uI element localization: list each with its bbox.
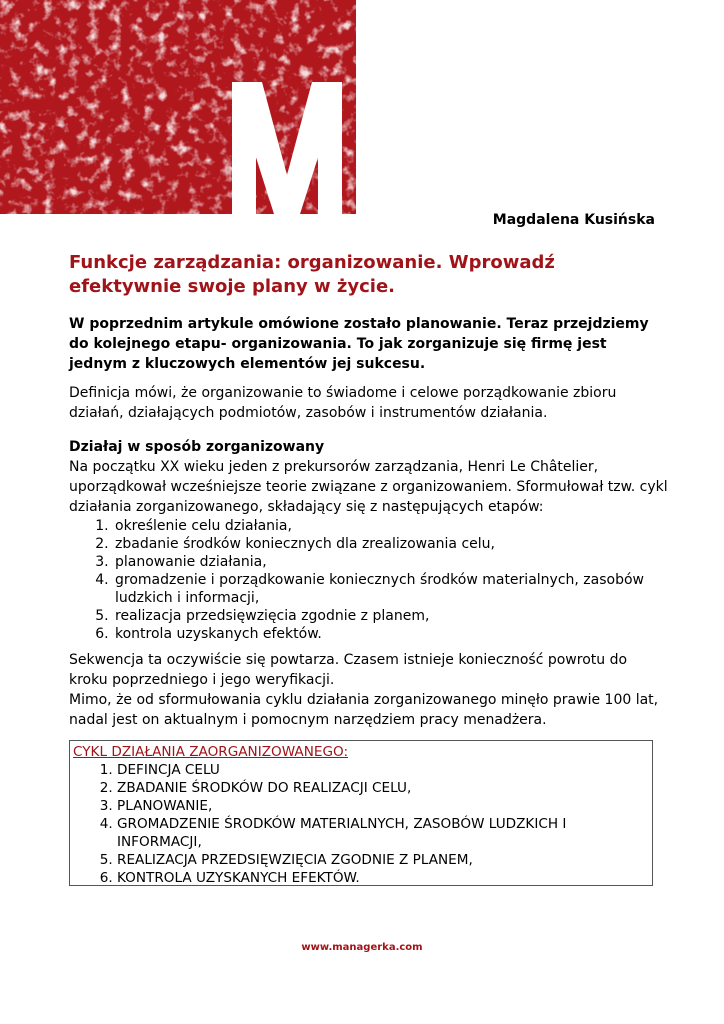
list-item: 1. DEFINCJA CELU [117,761,649,779]
sequence-text-2: Mimo, że od sformułowania cyklu działania zorganizowanego minęło prawie 100 lat, nadal jest on aktualnym i pomocnym narzędziem pracy menadżera. [69,692,659,728]
summary-box [69,740,653,886]
box-title: CYKL DZIAŁANIA ZAORGANIZOWANEGO: [73,744,349,760]
list-item: 2. ZBADANIE ŚRODKÓW DO REALIZACJI CELU, [117,779,649,797]
section-organized [69,437,669,643]
list-item: 5. REALIZACJA PRZEDSIĘWZIĘCIA ZGODNIE Z PLANEM, [117,851,649,869]
sequence-text-1: Sekwencja ta oczywiście się powtarza. Czasem istnieje konieczność powrotu do kroku poprzedniego i jego weryfikacji. [69,652,628,688]
list-item: 4. gromadzenie i porządkowanie koniecznych środków materialnych, zasobów ludzkich i informacji, [113,571,669,607]
article-title: Funkcje zarządzania: organizowanie. Wprowadź efektywnie swoje plany w życie. [69,252,555,297]
list-item: 4. GROMADZENIE ŚRODKÓW MATERIALNYCH, ZASOBÓW LUDZKICH I INFORMACJI, [117,815,649,851]
list-item: 2. zbadanie środków koniecznych dla zrealizowania celu, [113,535,669,553]
list-item: 5. realizacja przedsięwzięcia zgodnie z planem, [113,607,669,625]
author-name: Magdalena Kusińska [492,212,655,228]
lead-paragraph: W poprzednim artykule omówione zostało planowanie. Teraz przejdziemy do kolejnego etapu- organizowania. To jak zorganizuje się firmę jest jednym z kluczowych elementów jej sukcesu. [69,316,649,372]
section-intro: Na początku XX wieku jeden z prekursorów zarządzania, Henri Le Châtelier, uporządkował wcześniejsze teorie związane z organizowaniem. Sformułował tzw. cykl działania zorganizowanego, składający się z następujących etapów: [69,459,668,515]
box-list [73,761,649,887]
list-item: 6. KONTROLA UZYSKANYCH EFEKTÓW. [117,869,649,887]
list-item: 3. planowanie działania, [113,553,669,571]
list-item: 3. PLANOWANIE, [117,797,649,815]
managerka-logo [0,0,356,214]
section-heading: Działaj w sposób zorganizowany [69,439,325,455]
definition-paragraph: Definicja mówi, że organizowanie to świadome i celowe porządkowanie zbioru działań, działających podmiotów, zasobów i instrumentów działania. [69,385,617,421]
list-item: 1. określenie celu działania, [113,517,669,535]
list-item: 6. kontrola uzyskanych efektów. [113,625,669,643]
steps-list [69,517,669,643]
sequence-paragraph [69,650,669,730]
footer-website: www.managerka.com [301,942,423,953]
